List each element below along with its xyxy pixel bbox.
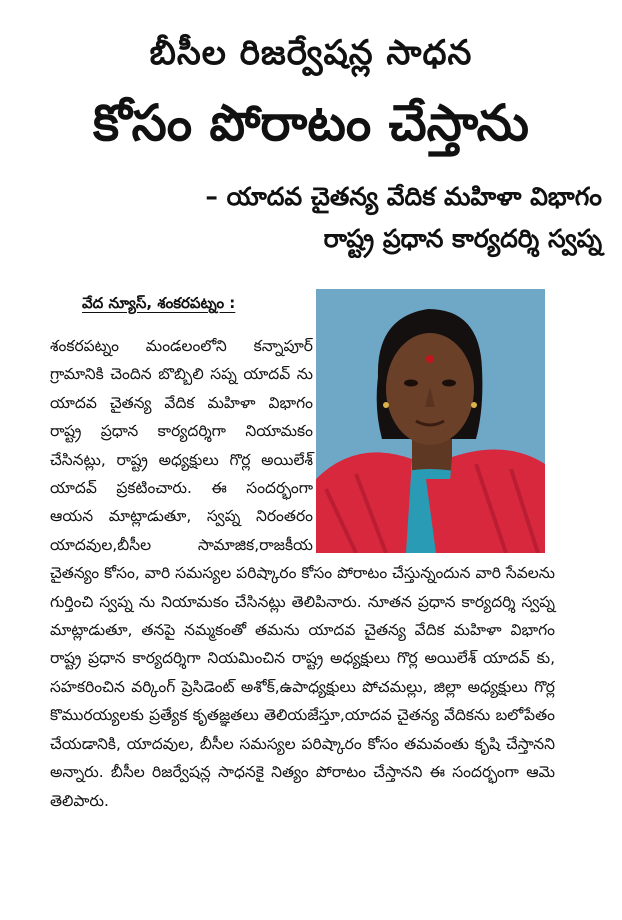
dateline: వేద న్యూస్, శంకరపట్నం : xyxy=(82,294,236,312)
headline-line-1: బీసీల రిజర్వేషన్ల సాధన xyxy=(149,33,473,73)
photo-float-space xyxy=(313,332,555,554)
subheadline-line-2: రాష్ట్ర ప్రధాన కార్యదర్శి స్వప్న xyxy=(323,224,602,253)
headline-line-2: కోసం పోరాటం చేస్తాను xyxy=(93,94,529,152)
subheadline-line-1: – యాదవ చైతన్య వేదిక మహిళా విభాగం xyxy=(205,182,602,211)
article-text: శంకరపట్నం మండలంలోని కన్నాపూర్ గ్రామానికి చెందిన బొబ్బిలి సప్న యాదవ్ ను యాదవ చైతన్య వేదిక మహిళా విభాగం రాష్ట్ర ప్రధాన కార్యదర్శిగా నియామకం చేసినట్లు, రాష్ట్ర అధ్యక్షులు గొర్ల అయిలేశ్ యాదవ్ ప్రకటించారు. ఈ సందర్భంగా ఆయన మాట్లాడుతూ, స్వప్న నిరంతరం యాదవుల,బీసీల సామాజిక,రాజకీయ చైతన్యం కోసం, వారి సమస్యల పరిష్కారం కోసం పోరాటం చేస్తున్నందున వారి సేవలను గుర్తించి స్వప్న ను నియామకం చేసినట్లు తెలిపినారు. నూతన ప్రధాన కార్యదర్శి స్వప్న మాట్లాడుతూ, తనపై నమ్మకంతో తమను యాదవ చైతన్య వేదిక మహిళా విభాగం రాష్ట్ర ప్రధాన కార్యదర్శిగా నియమించిన రాష్ట్ర అధ్యక్షులు గొర్ల అయిలేశ్ యాదవ్ కు, సహకరించిన వర్కింగ్ ప్రెసిడెంట్ అశోక్,ఉపాధ్యక్షులు పోచమల్లు, జిల్లా అధ్యక్షులు గొర్ల కొమురయ్యలకు ప్రత్యేక కృతజ్ఞతలు తెలియజేస్తూ,యాదవ చైతన్య వేదికను బలోపేతం చేయడానికి, యాదవుల, బీసీల సమస్యల పరిష్కారం కోసం తమవంతు కృషి చేస్తానని అన్నారు. బీసీల రిజర్వేషన్ల సాధనకై నిత్యం పోరాటం చేస్తానని ఈ సందర్భంగా ఆమె తెలిపారు. xyxy=(50,337,555,810)
subheadline xyxy=(60,176,602,260)
article-body xyxy=(50,332,555,815)
